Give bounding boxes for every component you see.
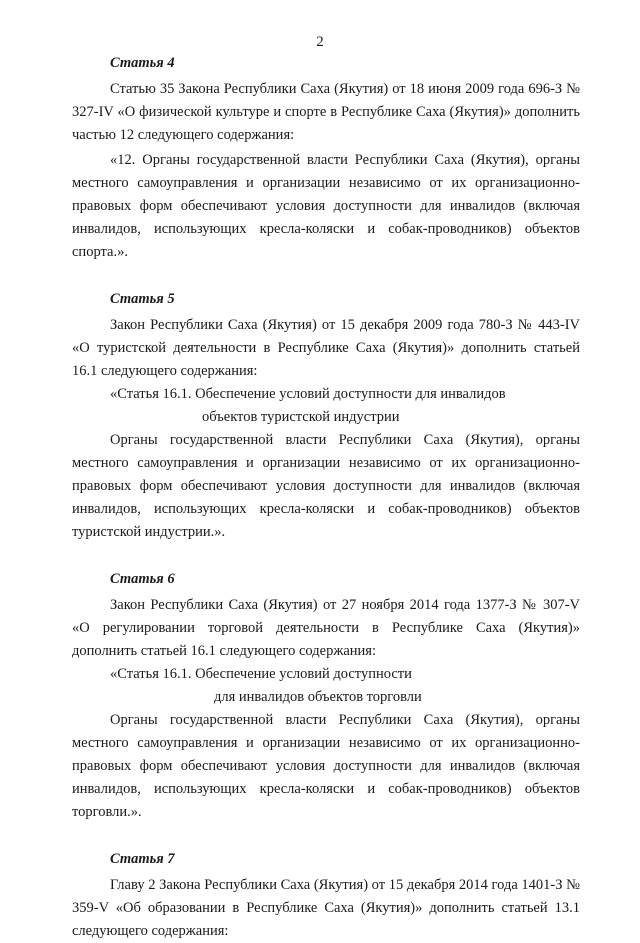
inserted-article-heading: «Статья 16.1. Обеспечение условий доступности — [110, 666, 412, 682]
article-4 — [72, 54, 580, 264]
inserted-article-heading-continuation: для инвалидов объектов торговли — [214, 689, 422, 705]
document-body — [72, 54, 580, 943]
inserted-article-heading: «Статья 16.1. Обеспечение условий доступности для инвалидов — [110, 386, 506, 402]
article-paragraph: «12. Органы государственной власти Республики Саха (Якутия), органы местного самоуправления и организации независимо от их организационно-правовых форм обеспечивают условия доступности для инвалидов (включая инвалидов, использующих кресла-коляски и собак-проводников) объектов спорта.». — [72, 152, 580, 260]
article-title: Статья 7 — [110, 851, 175, 867]
article-paragraph: Статью 35 Закона Республики Саха (Якутия) от 18 июня 2009 года 696-З № 327-IV «О физической культуре и спорте в Республике Саха (Якутия)» дополнить частью 12 следующего содержания: — [72, 81, 580, 143]
inserted-article-body: Органы государственной власти Республики Саха (Якутия), органы местного самоуправления и организации независимо от их организационно-правовых форм обеспечивают условия доступности для инвалидов (включая инвалидов, использующих кресла-коляски и собак-проводников) объектов торговли.». — [72, 712, 580, 820]
article-paragraph: Закон Республики Саха (Якутия) от 15 декабря 2009 года 780-З № 443-IV «О туристской деятельности в Республике Саха (Якутия)» дополнить статьей 16.1 следующего содержания: — [72, 317, 580, 379]
article-paragraph: Главу 2 Закона Республики Саха (Якутия) от 15 декабря 2014 года 1401-З № 359-V «Об образовании в Республике Саха (Якутия)» дополнить статьей 13.1 следующего содержания: — [72, 877, 580, 939]
inserted-article-heading-continuation: объектов туристской индустрии — [202, 409, 400, 425]
article-title: Статья 5 — [110, 291, 175, 307]
inserted-article-body: Органы государственной власти Республики Саха (Якутия), органы местного самоуправления и организации независимо от их организационно-правовых форм обеспечивают условия доступности для инвалидов (включая инвалидов, использующих кресла-коляски и собак-проводников) объектов туристской индустрии.». — [72, 432, 580, 540]
article-title: Статья 6 — [110, 571, 175, 587]
article-title: Статья 4 — [110, 55, 175, 71]
article-5 — [72, 290, 580, 544]
article-paragraph: Закон Республики Саха (Якутия) от 27 ноября 2014 года 1377-З № 307-V «О регулировании торговой деятельности в Республике Саха (Якутия)» дополнить статьей 16.1 следующего содержания: — [72, 597, 580, 659]
article-7 — [72, 850, 580, 943]
page-number: 2 — [316, 34, 324, 50]
article-6 — [72, 570, 580, 824]
